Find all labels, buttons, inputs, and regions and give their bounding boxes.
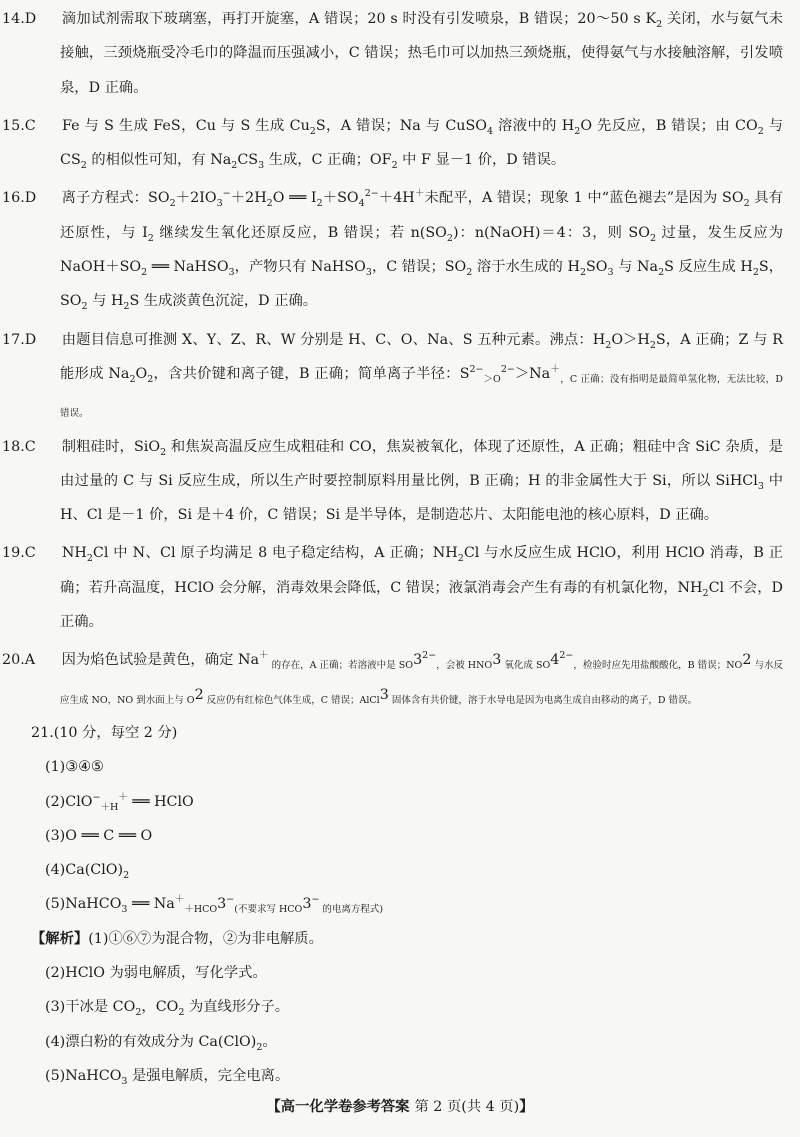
subscript: 3 [607,266,614,278]
subscript: 2 [649,339,656,351]
text-run: (4)漂白粉的有效成分为 Ca(ClO) [45,1033,257,1050]
text-run: O ══ I [272,190,317,207]
charge-superscript: ＋ [258,650,269,662]
charge-superscript: − [92,791,101,803]
analysis-label: 【解析】 [31,930,89,947]
subscript: 2 [457,553,464,565]
text-run: S 生成淡黄色沉淀，D 正确。 [129,293,318,310]
answer-text [45,862,130,881]
subscript: 3 [365,266,372,278]
answer-21-4 [31,853,783,887]
text-run: 过量，发生反应为 NaOH＋SO [60,224,784,276]
subscript: ＋HCO [184,904,218,916]
text-run: 2 [742,652,752,669]
text-run: ，C 错误；SO [371,259,467,276]
answer-21-5 [31,887,783,921]
text-run: 溶液中的 H [493,117,575,134]
text-run: (5)NaHCO [45,1067,122,1084]
subscript: 2 [160,446,167,458]
text-run: S，A 正确；Z 与 R 能形成 Na [60,331,784,382]
charge-superscript: 2− [500,364,515,376]
text-run: O [135,365,148,382]
answer-21-1 [31,750,783,784]
answer-number: 17.D [2,331,37,348]
text-run: 与 Na [613,259,659,276]
subscript: ，会被 HNO [436,660,493,672]
text-run: ＋2IO [175,190,217,207]
subscript: 2 [579,266,586,278]
answer-item-16 [2,181,784,318]
text-run: 和焦炭高温反应生成粗硅和 CO，焦炭被氧化，体现了还原性，A 正确；粗硅中含 SiC 杂质，是由过量的 C 与 Si 反应生成，所以生产时要控制原料用量比例，B 正确；H 的非金属性大于 Si，所以 SiHCl [60,438,783,489]
text-run: O 先反应，B 错误；由 CO [580,117,758,134]
answer-number: 14.D [2,11,37,27]
subscript: 固体含有共价键，溶于水导电是因为电离生成自由移动的离子，D 错误。 [388,694,697,706]
answer-item-18 [2,430,783,533]
subscript: 2 [178,1007,185,1019]
subscript: 2 [658,266,665,278]
text-run: (4)Ca(ClO) [45,862,124,879]
text-run: 具有还原性，与 I [60,190,783,241]
subscript: 2 [80,160,87,172]
text-run: SO [585,259,608,276]
subscript: 2 [574,125,581,137]
subscript: 2 [605,339,612,351]
text-run: 因为焰色试验是黄色，确定 Na [61,652,259,669]
answer-text [45,759,104,775]
text-run: ══ HClO [127,793,194,810]
subscript: 3 [216,198,223,210]
subscript: (不要求写 HCO [234,904,303,916]
subscript: 2 [135,1007,142,1019]
answer-text [45,828,152,844]
text-run: Cl 不会，D 正确。 [60,579,783,631]
subscript: 4 [358,198,365,210]
subscript: 的电离方程式) [319,904,384,916]
subscript: 4 [487,125,494,137]
answer-number: 16.D [2,190,37,207]
subscript: 3 [258,160,265,172]
text-run: 继续发生氧化还原反应，B 错误；若 n(SO [153,224,447,241]
page-footer [0,1095,800,1119]
text-run: S，A 错误；Na 与 CuSO [315,117,488,134]
answer-text [60,650,784,706]
subscript: 3 [121,1075,128,1087]
text-run: ，CO [141,999,179,1016]
subscript: ，C 正确；没有指明是最简单氢化物，无法比较，D 错误。 [60,373,784,420]
text-run: 离子方程式：SO [61,190,170,207]
charge-superscript: 2− [422,650,437,662]
text-run: 4 [550,652,560,669]
analysis-5 [31,1059,783,1093]
analysis-text [45,1067,290,1087]
subscript: 2 [129,373,136,385]
text-run: 3 [302,896,312,913]
text-run: ＋2H [230,190,267,207]
text-run: (2)ClO [45,793,93,810]
answer-text [60,188,784,313]
text-run: (1)①⑥⑦为混合物，②为非电解质。 [88,930,323,947]
subscript: ＋H [100,801,119,813]
analysis-text [45,999,290,1019]
answer-number: 20.A [2,652,36,669]
text-run: S，SO [60,259,784,310]
subscript: 氧化成 SO [501,660,551,672]
answer-text [60,11,783,96]
text-run: Cl 与水反应生成 HClO，利用 HClO 消毒，B 正确；若升高温度，HClO 会分解，消毒效果会降低，C 错误；液氯消毒会产生有毒的有机氯化物，NH [60,545,784,596]
subscript: 3 [228,266,235,278]
answer-item-21-header: 21.(10 分，每空 2 分) [31,724,178,741]
answer-21-2 [31,785,783,819]
analysis-text [45,1033,277,1053]
subscript: 2 [752,266,759,278]
text-run: 2 [194,686,204,703]
charge-superscript: − [226,894,235,906]
text-run: ＋4H [378,190,415,207]
subscript: 2 [446,232,453,244]
footer-close-bracket: 】 [519,1099,534,1115]
subscript: 2 [169,198,176,210]
text-run: (1)③④⑤ [45,759,104,776]
charge-superscript: − [311,894,320,906]
answer-item-17 [2,323,784,426]
charge-superscript: ＋ [550,364,561,376]
text-run: (2)HClO 为弱电解质，写化学式。 [45,965,267,982]
answer-number: 18.C [2,438,36,455]
answer-item-19 [2,536,784,639]
charge-superscript: ＋ [174,894,185,906]
answer-item-15 [2,109,784,178]
text-run: 生成，C 正确；OF [264,152,392,169]
text-run: 与 CS [60,117,784,169]
text-run: 溶于水生成的 H [472,259,580,276]
text-run: NH [61,545,87,562]
subscript: 反应仍有红棕色气体生成，C 错误；AlCl [203,694,380,706]
text-run: 3 [217,896,227,913]
subscript: 2 [123,869,130,881]
footer-page-number: 第 2 页(共 4 页) [414,1099,520,1115]
answer-item-14 [2,2,784,105]
subscript: 2 [649,232,656,244]
charge-superscript: 2− [559,650,574,662]
subscript: 2 [757,125,764,137]
text-run: (3)干冰是 CO [45,999,136,1016]
subscript: 2 [391,160,398,172]
text-run: 制粗硅时，SiO [61,438,161,455]
text-run: CS [237,152,259,169]
subscript: 2 [256,1041,263,1053]
charge-superscript: ＋ [118,791,128,803]
text-run: 3 [492,652,502,669]
text-run: ，含共价键和离子键，B 正确；简单离子半径：S [153,365,470,382]
text-run: ＞Na [514,365,551,382]
charge-superscript: 2− [469,364,484,376]
subscript: 2 [702,587,709,599]
text-run: O＞H [611,331,650,348]
text-run: 未配平，A 错误；现象 1 中“蓝色褪去”是因为 SO [424,190,744,207]
subscript: 2 [147,373,154,385]
subscript: 2 [86,553,93,565]
text-run: 3 [413,652,423,669]
subscript: 2 [743,198,750,210]
answer-number: 19.C [2,545,36,562]
text-run: 是强电解质，完全电离。 [127,1067,290,1084]
subscript: 2 [123,301,130,313]
text-run: )：n(NaOH)＝4：3，则 SO [452,224,650,241]
text-run: (3)O ══ C ══ O [45,827,153,844]
text-run: 的相似性可知，有 Na [86,152,232,169]
subscript: 3 [121,904,128,916]
footer-title: 【高一化学卷参考答案 [266,1099,410,1115]
analysis-2 [31,956,783,990]
subscript: ，检验时应先用盐酸酸化，B 错误；NO [573,660,743,672]
text-run: 。 [262,1033,277,1050]
subscript: 2 [316,198,323,210]
subscript: ＞O [483,373,501,385]
subscript: 2 [141,266,148,278]
text-run: 3 [379,686,389,703]
answer-number: 15.C [2,117,36,134]
text-run: 为直线形分子。 [184,999,290,1016]
charge-superscript: 2− [364,188,379,200]
subscript: 2 [656,18,663,30]
subscript: 2 [147,232,154,244]
answer-content [2,2,784,1093]
text-run: S 反应生成 H [664,259,753,276]
answer-21-3 [31,819,783,853]
analysis-3 [31,990,783,1024]
charge-superscript: − [222,188,231,200]
answer-text [60,439,783,524]
subscript: 2 [309,125,316,137]
text-run: ，产物只有 NaHSO [234,259,366,276]
analysis-4 [31,1025,783,1059]
subscript: 的存在，A 正确；若溶液中是 SO [268,660,414,672]
text-run: 关闭，水与氨气未接触，三颈烧瓶受冷毛巾的降温而压强减小，C 错误；热毛巾可以加热三颈烧瓶，使得氨气与水接触溶解，引发喷泉，D 正确。 [60,11,784,96]
answer-text [45,894,384,916]
answer-item-20 [2,643,784,712]
text-run: ＋SO [322,190,359,207]
answer-text [60,117,784,172]
text-run: 中 H、Cl 是－1 价，Si 是＋4 价，C 错误；Si 是半导体，是制造芯片、太阳能电池的核心原料，D 正确。 [60,472,783,524]
subscript: 2 [81,301,88,313]
answer-text [60,545,783,630]
analysis-1 [31,922,783,956]
analysis-text [88,931,323,947]
subscript: 2 [231,160,238,172]
answer-text [60,331,784,420]
text-run: ══ NaHSO [147,259,229,276]
text-run: 中 F 显－1 价，D 错误。 [397,152,566,169]
text-run: Fe 与 S 生成 FeS，Cu 与 S 生成 Cu [61,117,310,134]
text-run: ══ Na [127,896,175,913]
subscript: 2 [266,198,273,210]
subscript: 3 [757,480,764,492]
text-run: (5)NaHCO [45,896,122,913]
text-run: 滴加试剂需取下玻璃塞，再打开旋塞，A 错误；20 s 时没有引发喷泉，B 错误；20～50 s K [61,11,657,27]
analysis-text [45,965,267,981]
subscript: 与水反应生成 NO，NO 到水面上与 O [60,660,784,706]
charge-superscript: ＋ [414,188,425,200]
text-run: 由题目信息可推测 X、Y、Z、R、W 分别是 H、C、O、Na、S 五种元素。沸点：H [61,331,606,348]
text-run: Cl 中 N、Cl 原子均满足 8 电子稳定结构，A 正确；NH [92,545,458,562]
subscript: 2 [466,266,473,278]
text-run: 与 H [87,293,124,310]
answer-text [45,791,194,813]
